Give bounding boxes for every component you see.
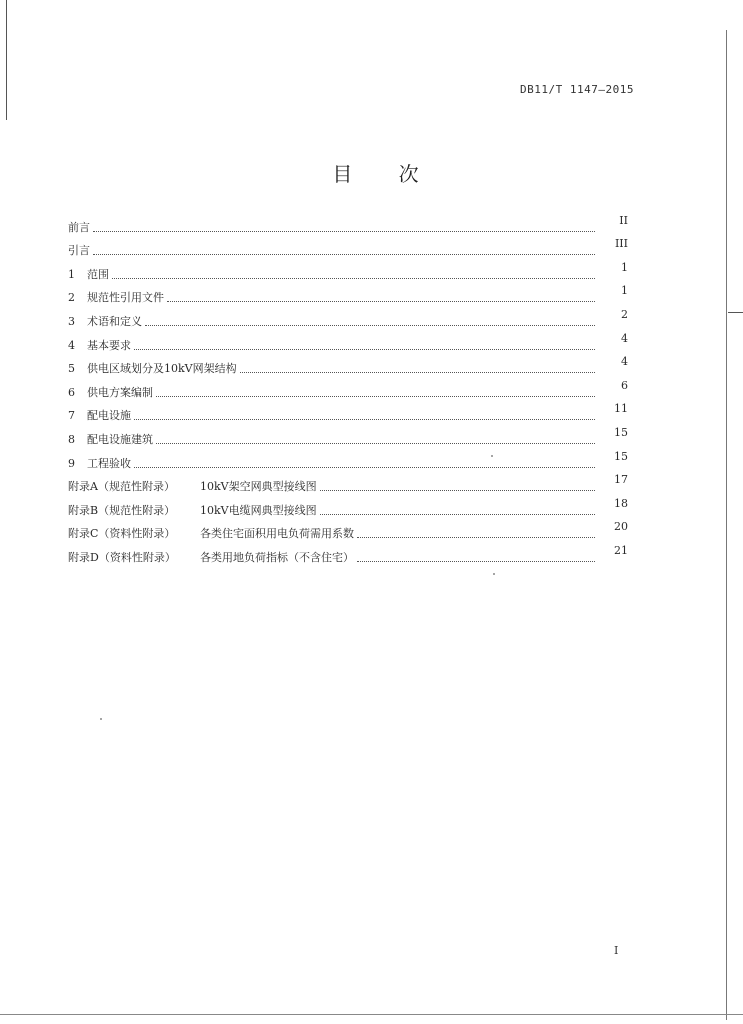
toc-entry-label: 供电区域划分及10kV网架结构: [87, 362, 237, 376]
toc-entry-label: 引言: [68, 244, 90, 258]
toc-leader-dots: [320, 513, 595, 515]
toc-appendix-number: 附录D（资料性附录）: [68, 550, 176, 564]
toc-entry[interactable]: [68, 257, 628, 281]
toc-entry-label: 10kV架空网典型接线图: [200, 480, 317, 494]
page-folio: I: [614, 944, 619, 957]
toc-entry[interactable]: [68, 281, 628, 305]
toc-entry-label: 前言: [68, 220, 90, 234]
toc-entry-page: 15: [614, 425, 628, 439]
toc-leader-dots: [93, 230, 595, 232]
toc-entry-number: 5: [68, 362, 75, 376]
toc-entry-label: 10kV电缆网典型接线图: [200, 503, 317, 517]
toc-entry-label: 供电方案编制: [87, 385, 153, 399]
toc-entry-number: 3: [68, 314, 75, 328]
toc-leader-dots: [167, 300, 595, 302]
toc-entry-label: 各类用地负荷指标（不含住宅）: [200, 550, 354, 564]
toc-entry[interactable]: [68, 304, 628, 328]
toc-entry[interactable]: [68, 446, 628, 470]
toc-entry[interactable]: [68, 210, 628, 234]
toc-entry-appendix[interactable]: [68, 517, 628, 541]
toc-entry-page: 11: [614, 402, 628, 416]
toc-leader-dots: [156, 395, 595, 397]
toc-appendix-number: 附录C（资料性附录）: [68, 527, 176, 541]
toc-entry-label: 配电设施: [87, 409, 131, 423]
toc-leader-dots: [112, 277, 595, 279]
toc-entry-page: 2: [621, 307, 628, 321]
toc-leader-dots: [134, 348, 595, 350]
toc-entry-label: 基本要求: [87, 338, 131, 352]
toc-entry[interactable]: [68, 375, 628, 399]
toc-entry-page: 1: [621, 260, 628, 274]
toc-entry-label: 范围: [87, 267, 109, 281]
toc-entry-page: 1: [621, 284, 628, 298]
page-title: 目 次: [332, 162, 439, 186]
toc-entry[interactable]: [68, 422, 628, 446]
toc-leader-dots: [134, 466, 595, 468]
toc-leader-dots: [93, 253, 595, 255]
toc-entry[interactable]: [68, 399, 628, 423]
toc-entry-label: 配电设施建筑: [87, 432, 153, 446]
toc-entry[interactable]: [68, 352, 628, 376]
toc-entry-page: III: [614, 237, 628, 251]
toc-leader-dots: [240, 371, 595, 373]
toc-entry-number: 7: [68, 409, 75, 423]
standard-code: DB11/T 1147—2015: [520, 83, 634, 96]
toc-leader-dots: [320, 489, 595, 491]
scan-speck: [493, 573, 495, 575]
toc-entry-label: 术语和定义: [87, 314, 142, 328]
scan-speck: [100, 718, 102, 720]
toc-entry-label: 规范性引用文件: [87, 291, 164, 305]
toc-entry-number: 6: [68, 385, 75, 399]
toc-entry-appendix[interactable]: [68, 470, 628, 494]
toc-leader-dots: [357, 536, 595, 538]
toc-entry-label: 各类住宅面积用电负荷需用系数: [200, 527, 354, 541]
toc-entry[interactable]: [68, 328, 628, 352]
toc-entry-page: 20: [614, 520, 628, 534]
toc-entry-number: 9: [68, 456, 75, 470]
toc-leader-dots: [145, 324, 595, 326]
toc-leader-dots: [134, 418, 595, 420]
toc-entry-page: 21: [614, 543, 628, 557]
toc-entry-appendix[interactable]: [68, 540, 628, 564]
toc-entry-page: 17: [614, 473, 628, 487]
toc-appendix-number: 附录A（规范性附录）: [68, 480, 175, 494]
toc-entry-label: 工程验收: [87, 456, 131, 470]
toc-entry-page: 6: [621, 378, 628, 392]
toc-entry-page: 4: [621, 355, 628, 369]
scan-edge-line-bottom: [0, 1014, 743, 1015]
table-of-contents: [68, 210, 628, 564]
toc-entry-appendix[interactable]: [68, 493, 628, 517]
toc-entry-number: 2: [68, 291, 75, 305]
scan-edge-line-left: [6, 0, 7, 120]
toc-entry-page: II: [619, 213, 628, 227]
toc-entry-page: 4: [621, 331, 628, 345]
toc-leader-dots: [357, 560, 595, 562]
toc-entry-number: 4: [68, 338, 75, 352]
toc-entry-number: 1: [68, 267, 75, 281]
toc-entry-number: 8: [68, 432, 75, 446]
toc-entry[interactable]: [68, 234, 628, 258]
toc-entry-page: 15: [614, 449, 628, 463]
toc-entry-page: 18: [614, 496, 628, 510]
toc-appendix-number: 附录B（规范性附录）: [68, 503, 176, 517]
scan-edge-tick-right: [728, 312, 743, 313]
toc-leader-dots: [156, 442, 595, 444]
